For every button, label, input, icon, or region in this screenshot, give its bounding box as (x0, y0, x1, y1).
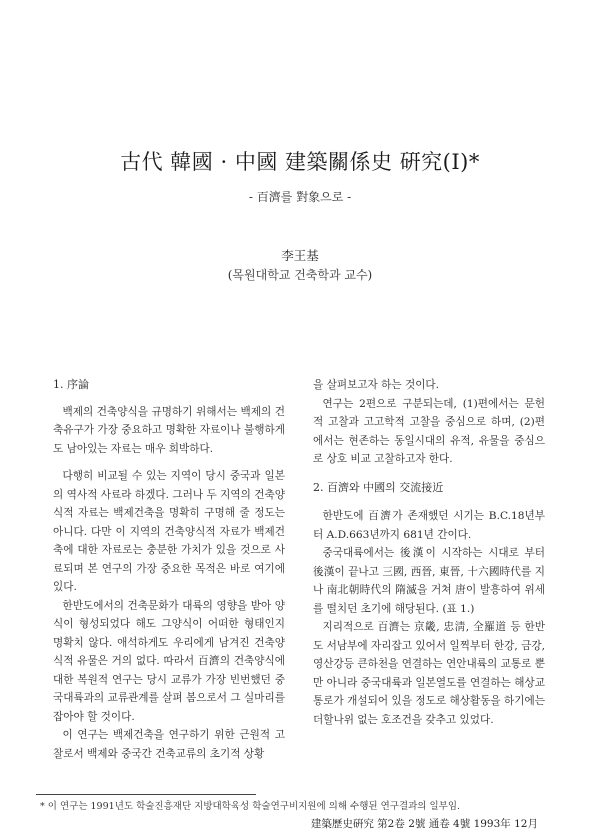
author-name: 李王基 (281, 248, 319, 263)
footnote-divider (36, 794, 256, 795)
paragraph: 백제의 건축양식을 규명하기 위해서는 백제의 건축유구가 가장 중요하고 명확한 자료이나 불행하게도 남아있는 자료는 매우 희박하다. (53, 405, 285, 455)
paragraph: 한반도에 百濟가 존재했던 시기는 B.C.18년부터 A.D.663년까지 681년 간이다. (313, 510, 545, 541)
section-heading-exchange: 2. 百濟와 中國의 交流接近 (313, 480, 444, 494)
paragraph: 다행히 비교될 수 있는 지역이 당시 중국과 일본의 역사적 사료라 하겠다. 그러나 두 지역의 건축양식적 자료는 백제건축을 명확히 구명해 줄 정도는 아니다. 다만 이 지역의 건축양식적 자료가 백제건축에 대한 자료로는 충분한 가치가 있을 것으로 사료되며 본 연구의 가장 중요한 목적은 바로 여기에 있다. (53, 470, 285, 593)
left-column (53, 376, 285, 763)
paragraph: 중국대륙에서는 後漢이 시작하는 시대로 부터 後漢이 끝나고 三國, 西晉, 東晉, 十六國時代를 지나 南北朝時代의 隋滅을 거쳐 唐이 발흥하여 위세를 떨치던 초기에 해당된다. (표 1.) (313, 547, 545, 615)
journal-footer: 建築歷史硏究 第2卷 2號 通卷 4號 1993年 12月 (310, 818, 538, 830)
section-heading-introduction: 1. 序論 (53, 378, 89, 391)
paragraph: 지리적으로 百濟는 京畿, 忠淸, 全羅道 등 한반도 서남부에 자리잡고 있어서 일찍부터 한강, 금강, 영산강등 큰하천을 연결하는 연안내륙의 교통로 뿐만 아니라 중국대륙과 일본열도를 연결하는 해상교통로가 개설되어 있을 정도로 해상활동을 하기에는 더할나위 없는 호조건을 갖추고 있었다. (313, 621, 545, 726)
paragraph: 연구는 2편으로 구분되는데, (1)편에서는 문헌적 고찰과 고고학적 고찰을 중심으로 하며, (2)편에서는 현존하는 동일시대의 유적, 유물을 중심으로 상호 비교 고찰하고자 한다. (313, 397, 545, 465)
author-affiliation: (목원대학교 건축학과 교수) (227, 268, 373, 282)
paper-subtitle: - 百濟를 對象으로 - (248, 190, 352, 204)
paper-title: 古代 韓國 · 中國 建築關係史 硏究(Ⅰ)* (120, 150, 480, 174)
paragraph: 이 연구는 백제건축을 연구하기 위한 근원적 고찰로서 백제와 중국간 건축교류의 초기적 상황 (53, 729, 285, 760)
paragraph: 을 살펴보고자 하는 것이다. (313, 379, 440, 391)
footnote: * 이 연구는 1991년도 학술진흥재단 지방대학육성 학술연구비지원에 의해 수행된 연구결과의 일부임. (40, 801, 461, 812)
right-column (313, 376, 545, 729)
paragraph: 한반도에서의 건축문화가 대륙의 영향을 받아 양식이 형성되었다 해도 그양식이 어떠한 형태인지 명확치 않다. 애석하게도 우리에게 남겨진 건축양식적 유물은 거의 없다. 따라서 百濟의 건축양식에 대한 복원적 연구는 당시 교류가 가장 빈번했던 중국대륙과의 교류관계를 살펴 봄으로서 그 실마리를 잡아야 할 것이다. (53, 599, 285, 723)
